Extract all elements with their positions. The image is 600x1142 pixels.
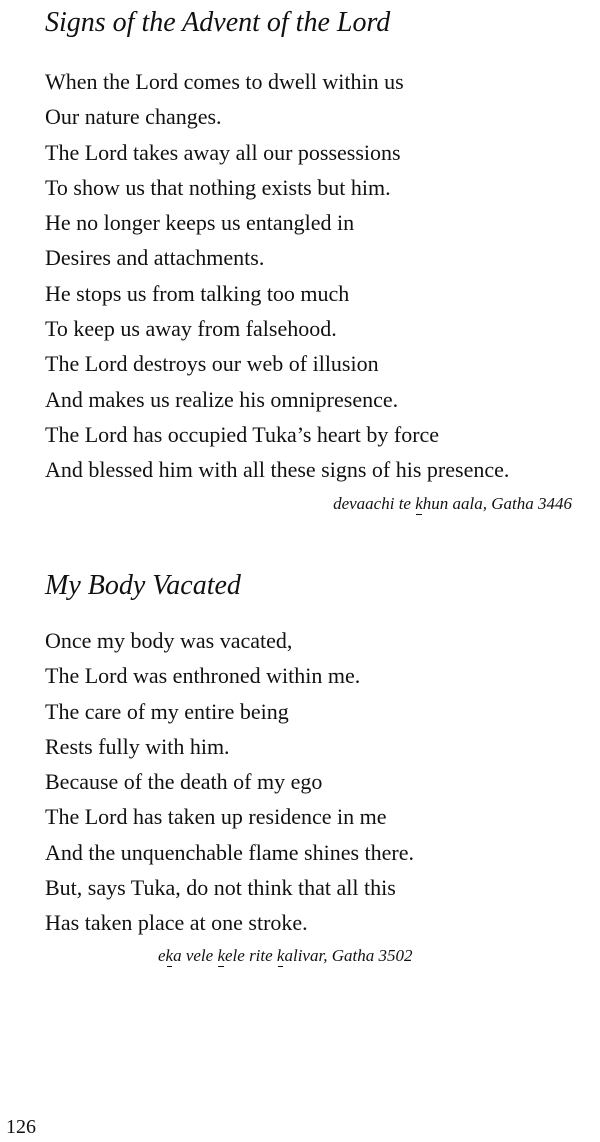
poem-title: Signs of the Advent of the Lord xyxy=(45,7,391,38)
poem-line: And makes us realize his omnipresence. xyxy=(45,386,399,412)
poem-line: Desires and attachments. xyxy=(45,245,265,271)
poem-1 xyxy=(45,6,600,488)
poem-line: Has taken place at one stroke. xyxy=(45,910,308,936)
poem-line: Because of the death of my ego xyxy=(45,769,323,795)
poem-line: To show us that nothing exists but him. xyxy=(45,174,391,200)
poem-line: But, says Tuka, do not think that all this xyxy=(45,875,396,901)
poem-line: The Lord has taken up residence in me xyxy=(45,804,387,830)
poem-title: My Body Vacated xyxy=(45,570,241,601)
poem-attribution: eka vele kele rite kalivar, Gatha 3502 xyxy=(158,946,413,965)
page-number: 126 xyxy=(6,1116,36,1138)
poem-line: The Lord has occupied Tuka’s heart by force xyxy=(45,421,440,447)
poem-line: He stops us from talking too much xyxy=(45,280,350,306)
poem-lines xyxy=(45,64,600,488)
poem-line: He no longer keeps us entangled in xyxy=(45,210,355,236)
poem-line: The Lord takes away all our possessions xyxy=(45,139,401,165)
poem-line: The Lord destroys our web of illusion xyxy=(45,351,379,377)
poem-line: To keep us away from falsehood. xyxy=(45,316,337,342)
poem-attribution: devaachi te khun aala, Gatha 3446 xyxy=(333,494,572,513)
poem-line: And blessed him with all these signs of his presence. xyxy=(45,457,510,483)
poem-line: And the unquenchable flame shines there. xyxy=(45,839,414,865)
poem-line: Once my body was vacated, xyxy=(45,628,293,653)
poem-line: The care of my entire being xyxy=(45,698,289,724)
poem-2 xyxy=(45,569,600,941)
poem-line: Rests fully with him. xyxy=(45,733,230,759)
poem-lines xyxy=(45,623,600,941)
poem-line: When the Lord comes to dwell within us xyxy=(45,69,404,94)
poem-line: The Lord was enthroned within me. xyxy=(45,663,361,689)
poem-line: Our nature changes. xyxy=(45,104,222,130)
